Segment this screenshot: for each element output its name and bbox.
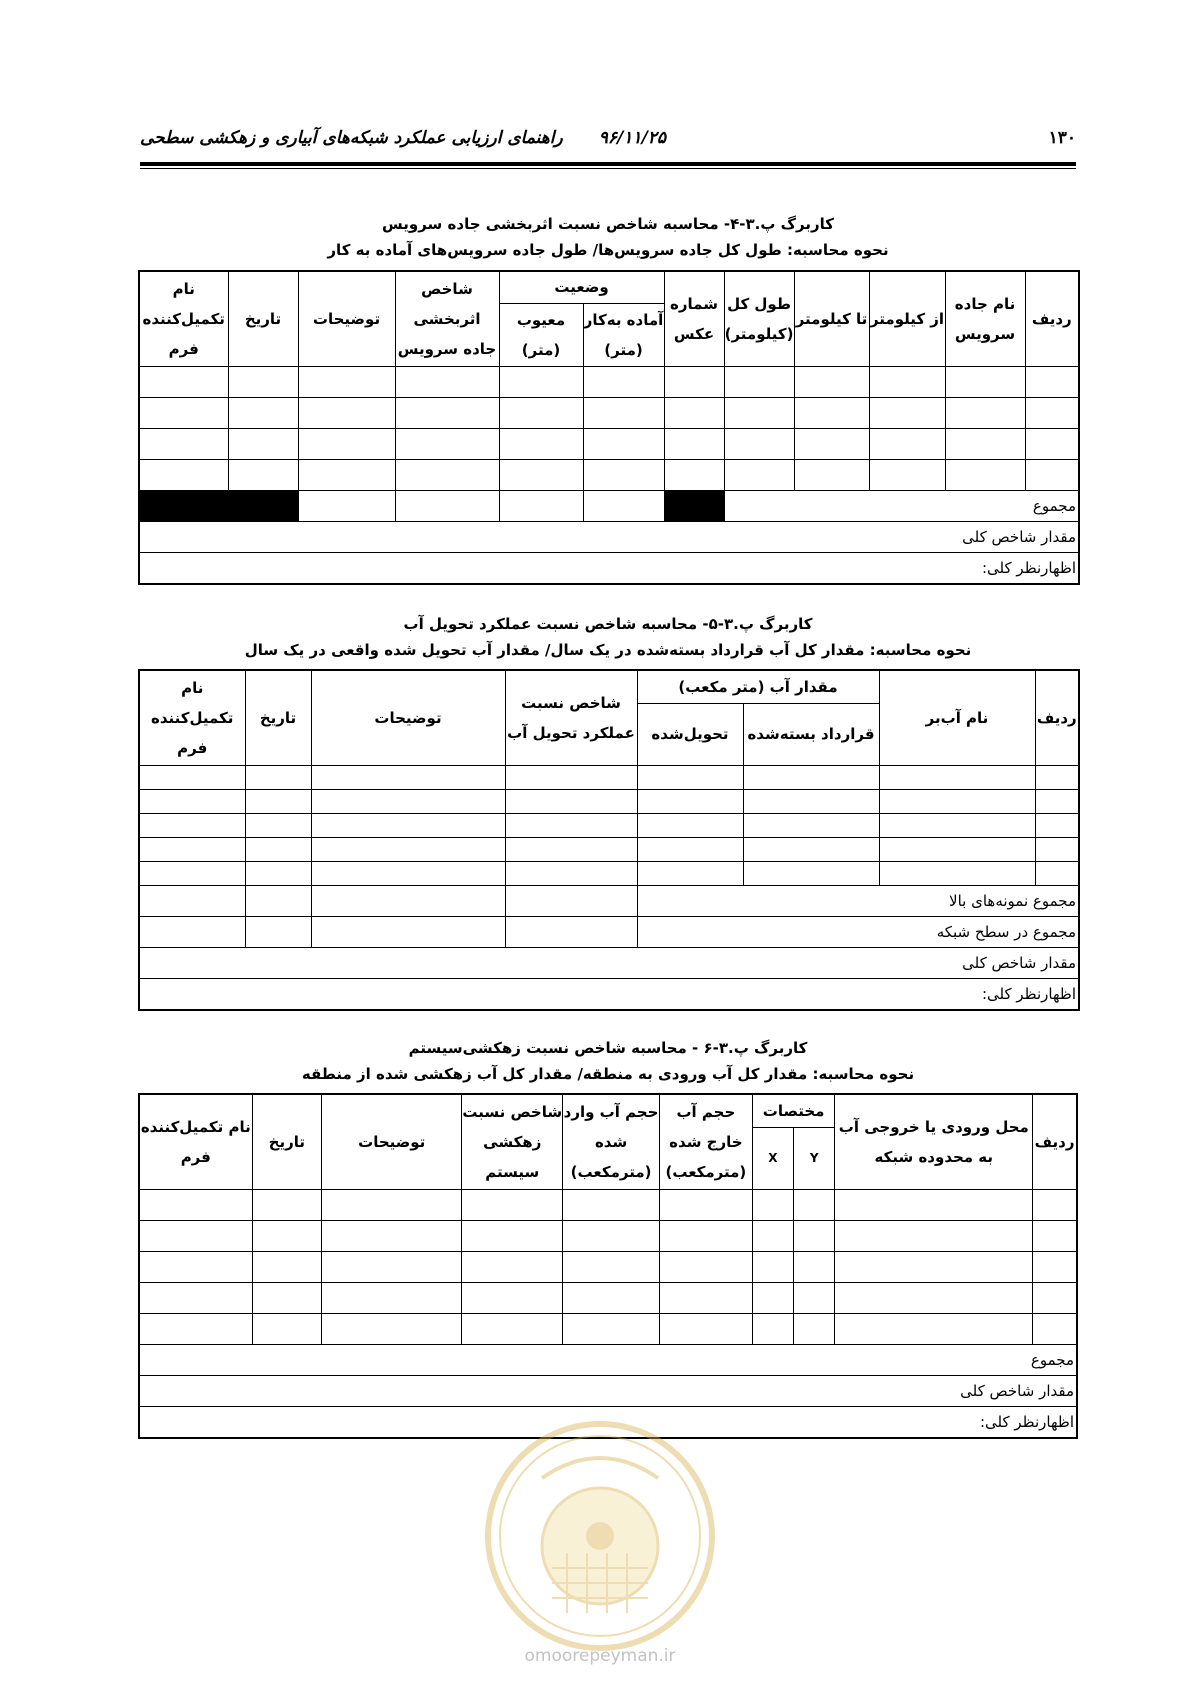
table-row xyxy=(139,1282,1077,1313)
f3-total-index: مقدار شاخص کلی xyxy=(139,1375,1077,1406)
f3-h-location: محل ورودی یا خروجی آب به محدوده شبکه xyxy=(835,1094,1033,1189)
f2-total-index: مقدار شاخص کلی xyxy=(139,947,1079,978)
table-row xyxy=(139,789,1079,813)
form1-formula: نحوه محاسبه: طول کل جاده سرویس‌ها/ طول جاده سرویس‌های آماده به کار xyxy=(327,241,889,259)
form2-table xyxy=(138,669,1080,1011)
form1-table xyxy=(138,270,1080,585)
f3-h-index: شاخص نسبت زهکشی سیستم xyxy=(462,1094,563,1189)
f1-sum-blocked-date xyxy=(228,490,298,521)
header-rule-thick xyxy=(140,162,1076,166)
table-row xyxy=(139,428,1079,459)
f3-h-coords: مختصات xyxy=(752,1094,835,1127)
sum-samples-row xyxy=(139,885,1079,916)
f3-opinion: اظهارنظر کلی: xyxy=(139,1406,1077,1438)
f3-h-in-volume: حجم آب وارد شده (مترمکعب) xyxy=(563,1094,660,1189)
table-row xyxy=(139,1313,1077,1344)
f3-h-out-volume: حجم آب خارج شده (مترمکعب) xyxy=(659,1094,752,1189)
page-number: ۱۳۰ xyxy=(1048,128,1076,148)
f1-sum-blocked-photo xyxy=(664,490,724,521)
f2-sum-network-label: مجموع در سطح شبکه xyxy=(637,916,1079,947)
f1-h-index: شاخص اثربخشی جاده سرویس xyxy=(395,271,499,366)
f3-h-y: Y xyxy=(794,1127,835,1189)
f1-h-filler: نام تکمیل‌کننده فرم xyxy=(139,271,228,366)
f3-h-date: تاریخ xyxy=(252,1094,322,1189)
table-row xyxy=(139,1251,1077,1282)
form3-title: کاربرگ پ.۳-۶ - محاسبه شاخص نسبت زهکشی‌سیستم xyxy=(408,1039,808,1057)
sum-row xyxy=(139,490,1079,521)
f1-h-date: تاریخ xyxy=(228,271,298,366)
sum-network-row xyxy=(139,916,1079,947)
f1-sum-label: مجموع xyxy=(724,490,1079,521)
form2-formula: نحوه محاسبه: مقدار کل آب قرارداد بسته‌شده در یک سال/ مقدار آب تحویل شده واقعی در یک سال xyxy=(244,641,972,659)
f2-h-filler: نام تکمیل‌کننده فرم xyxy=(139,670,245,765)
table-row xyxy=(139,397,1079,428)
f3-h-row: ردیف xyxy=(1033,1094,1077,1189)
table-row xyxy=(139,837,1079,861)
f2-h-notes: توضیحات xyxy=(311,670,505,765)
table-row xyxy=(139,1189,1077,1220)
f1-opinion: اظهارنظر کلی: xyxy=(139,552,1079,584)
table-row xyxy=(139,1220,1077,1251)
f1-h-status: وضعیت xyxy=(499,271,664,303)
table-row xyxy=(139,366,1079,397)
f2-h-contracted: قرارداد بسته‌شده xyxy=(743,703,879,765)
f1-h-total-length: طول کل (کیلومتر) xyxy=(724,271,794,366)
f3-h-filler: نام تکمیل‌کننده فرم xyxy=(139,1094,252,1189)
seal-stamp-icon xyxy=(482,1418,718,1654)
f1-h-from-km: از کیلومتر xyxy=(869,271,945,366)
header-date: ۹۶/۱۱/۲۵ xyxy=(598,128,666,148)
f1-h-notes: توضیحات xyxy=(298,271,395,366)
form3-table xyxy=(138,1093,1078,1439)
f1-h-ready: آماده به‌کار (متر) xyxy=(583,303,664,366)
header-title: راهنمای ارزیابی عملکرد شبکه‌های آبیاری و زهکشی سطحی xyxy=(140,128,563,148)
table-row xyxy=(139,813,1079,837)
watermark-url: omoorepeyman.ir xyxy=(524,1646,676,1666)
header-rule-thin xyxy=(140,168,1076,169)
f2-h-delivered: تحویل‌شده xyxy=(637,703,743,765)
f1-h-road-name: نام جاده سرویس xyxy=(945,271,1025,366)
f2-h-user-name: نام آب‌بر xyxy=(879,670,1035,765)
f3-sum-label: مجموع xyxy=(139,1344,1077,1375)
table-row xyxy=(139,861,1079,885)
form2-title: کاربرگ پ.۳-۵- محاسبه شاخص نسبت عملکرد تحویل آب xyxy=(403,615,813,633)
f1-h-photo-no: شماره عکس xyxy=(664,271,724,366)
f1-h-defective: معیوب (متر) xyxy=(499,303,583,366)
table-row xyxy=(139,765,1079,789)
table-row xyxy=(139,459,1079,490)
f2-opinion: اظهارنظر کلی: xyxy=(139,978,1079,1010)
f2-sum-samples-label: مجموع نمونه‌های بالا xyxy=(637,885,1079,916)
f3-h-notes: توضیحات xyxy=(322,1094,462,1189)
f3-h-x: X xyxy=(752,1127,793,1189)
form1-title: کاربرگ پ.۳-۴- محاسبه شاخص نسبت اثربخشی جاده سرویس xyxy=(382,215,834,233)
form3-formula: نحوه محاسبه: مقدار کل آب ورودی به منطقه/ مقدار کل آب زهکشی شده از منطقه xyxy=(301,1065,915,1083)
f2-h-index: شاخص نسبت عملکرد تحویل آب xyxy=(505,670,637,765)
f2-h-water-amount: مقدار آب (متر مکعب) xyxy=(637,670,879,703)
f1-h-to-km: تا کیلومتر xyxy=(794,271,869,366)
f2-h-row: ردیف xyxy=(1035,670,1079,765)
f2-h-date: تاریخ xyxy=(245,670,311,765)
page-header xyxy=(140,128,1076,150)
f1-total-index: مقدار شاخص کلی xyxy=(139,521,1079,552)
f1-h-row: ردیف xyxy=(1025,271,1079,366)
f1-sum-blocked-filler xyxy=(139,490,228,521)
